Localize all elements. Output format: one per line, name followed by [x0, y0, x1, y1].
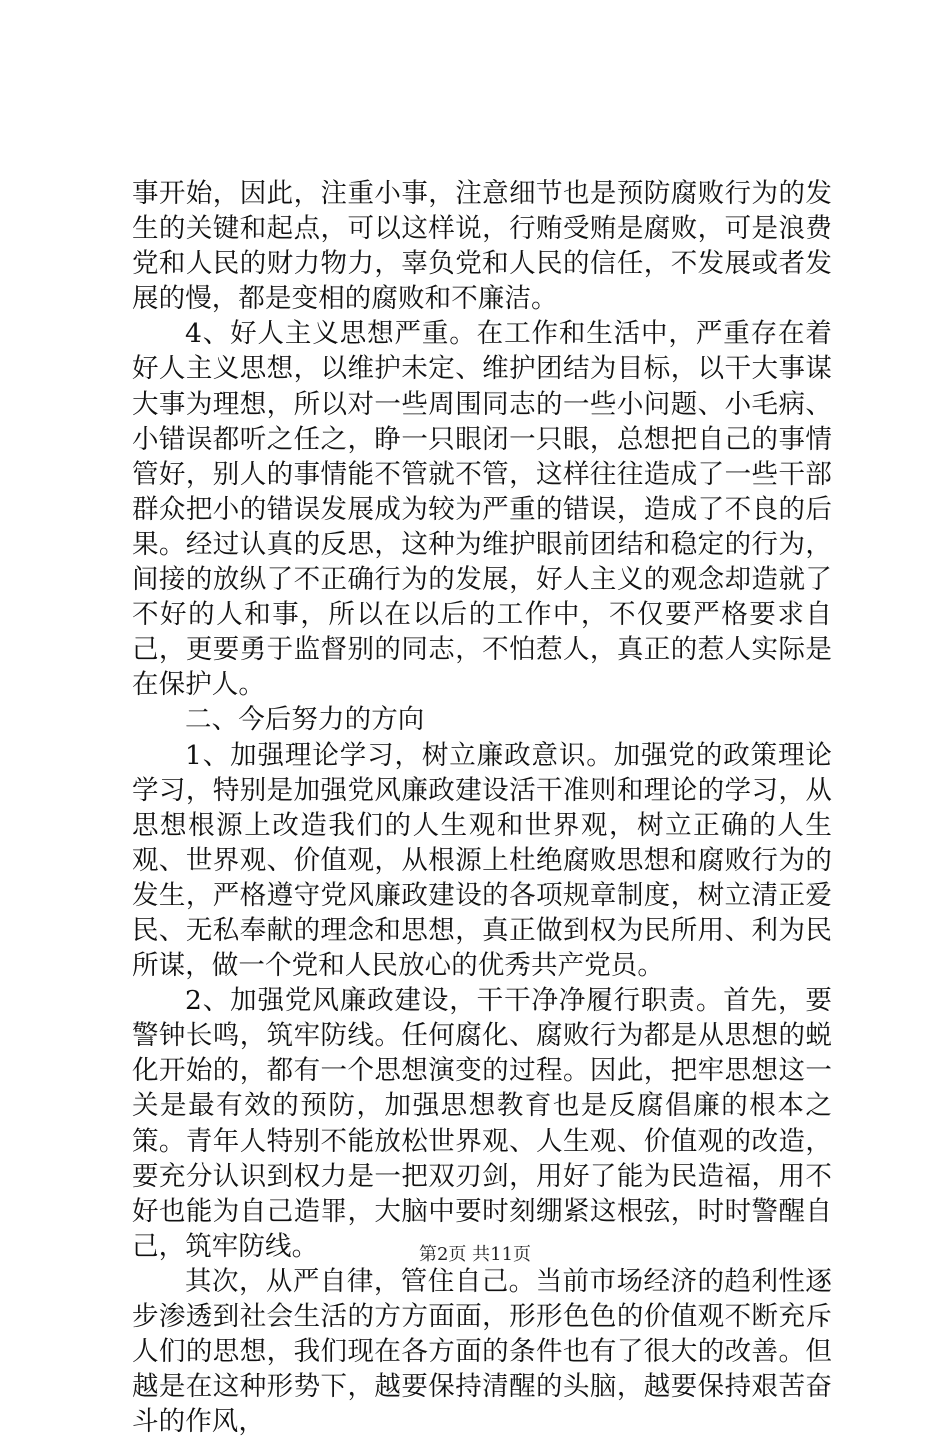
paragraph-1: 事开始，因此，注重小事，注意细节也是预防腐败行为的发生的关键和起点，可以这样说，行贿受贿是腐败，可是浪费党和人民的财力物力，辜负党和人民的信任，不发展或者发展的慢，都是变相的腐败和不廉洁。 — [132, 178, 832, 315]
paragraph-5: 其次，从严自律，管住自己。当前市场经济的趋利性逐步渗透到社会生活的方方面面，形形色色的价值观不断充斥人们的思想，我们现在各方面的条件也有了很大的改善。但越是在这种形势下，越要保持清醒的头脑，越要保持艰苦奋斗的作风， — [132, 1265, 832, 1438]
paragraph-2: 4、好人主义思想严重。在工作和生活中，严重存在着好人主义思想，以维护未定、维护团结为目标，以干大事谋大事为理想，所以对一些周围同志的一些小问题、小毛病、小错误都听之任之，睁一只眼闭一只眼，总想把自己的事情管好，别人的事情能不管就不管，这样往往造成了一些干部群众把小的错误发展成为较为严重的错误，造成了不良的后果。经过认真的反思，这种为维护眼前团结和稳定的行为，间接的放纵了不正确行为的发展，好人主义的观念却造就了不好的人和事，所以在以后的工作中，不仅要严格要求自己，更要勇于监督别的同志，不怕惹人，真正的惹人实际是在保护人。 — [132, 318, 832, 701]
page-number-footer: 第2页 共11页 — [418, 1244, 532, 1265]
paragraph-3: 1、加强理论学习，树立廉政意识。加强党的政策理论学习，特别是加强党风廉政建设活干准则和理论的学习，从思想根源上改造我们的人生观和世界观，树立正确的人生观、世界观、价值观，从根源上杜绝腐败思想和腐败行为的发生，严格遵守党风廉政建设的各项规章制度，树立清正爱民、无私奉献的理念和思想，真正做到权为民所用、利为民所谋，做一个党和人民放心的优秀共产党员。 — [132, 739, 832, 982]
paragraph-4: 2、加强党风廉政建设，干干净净履行职责。首先，要警钟长鸣，筑牢防线。任何腐化、腐败行为都是从思想的蜕化开始的，都有一个思想演变的过程。因此，把牢思想这一关是最有效的预防，加强思想教育也是反腐倡廉的根本之策。青年人特别不能放松世界观、人生观、价值观的改造，要充分认识到权力是一把双刃剑，用好了能为民造福，用不好也能为自己造罪，大脑中要时刻绷紧这根弦，时时警醒自己，筑牢防线。 — [132, 985, 832, 1262]
section-heading: 二、今后努力的方向 — [185, 704, 425, 736]
